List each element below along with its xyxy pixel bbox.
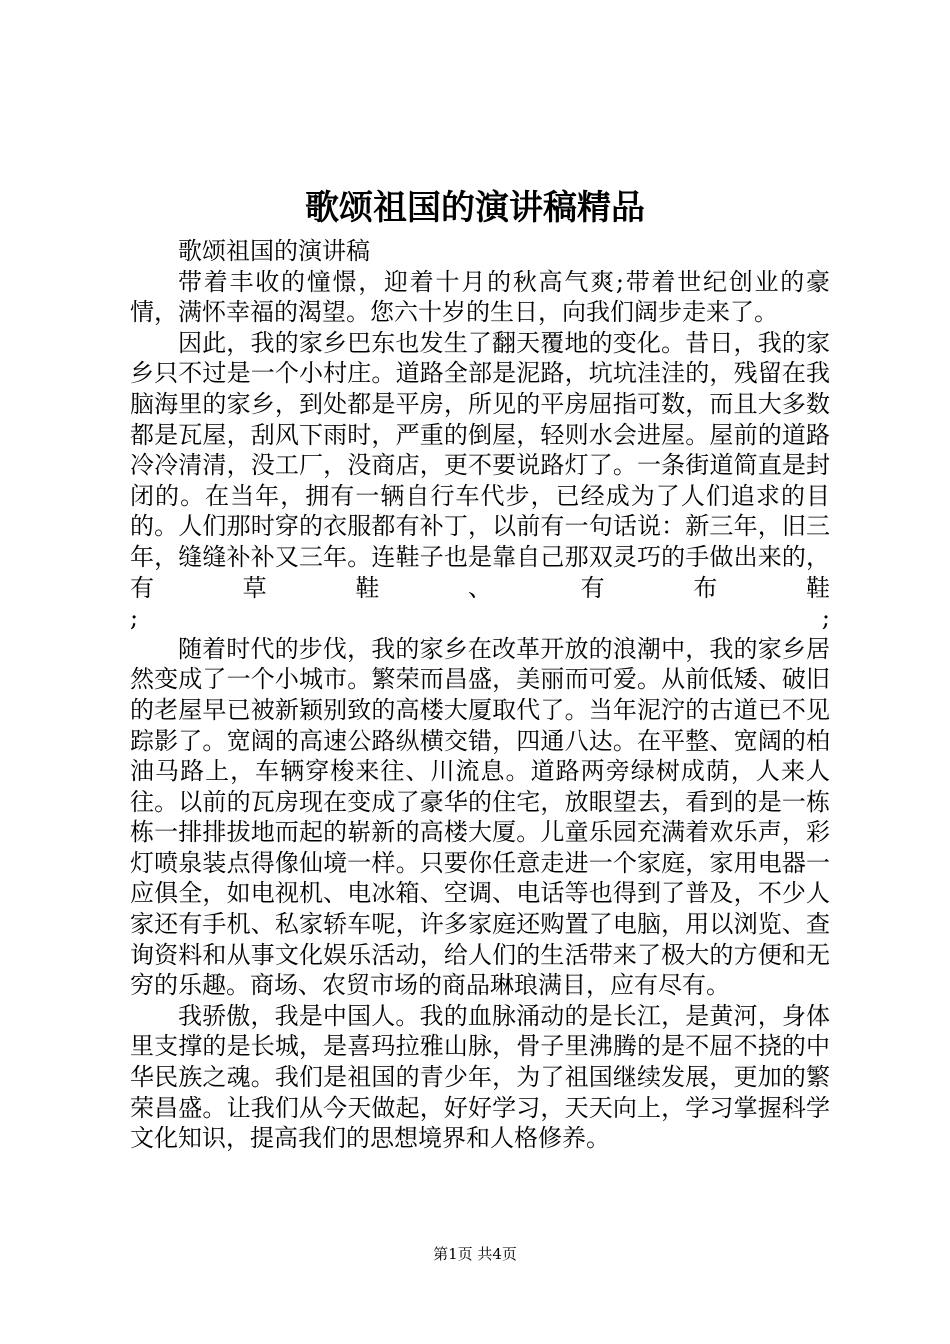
- paragraph-pride: 我骄傲，我是中国人。我的血脉涌动的是长江，是黄河，身体里支撑的是长城，是喜玛拉雅山脉，骨子里沸腾的是不屈不挠的中华民族之魂。我们是祖国的青少年，为了祖国继续发展，更加的繁荣昌盛。让我们从今天做起，好好学习，天天向上，学习掌握科学文化知识，提高我们的思想境界和人格修养。: [130, 1001, 830, 1153]
- paragraph-intro: 带着丰收的憧憬，迎着十月的秋高气爽;带着世纪创业的豪情，满怀幸福的渴望。您六十岁的生日，向我们阔步走来了。: [130, 267, 830, 327]
- paragraph-subtitle: 歌颂祖国的演讲稿: [178, 237, 370, 265]
- document-title: 歌颂祖国的演讲稿精品: [305, 188, 645, 228]
- paragraph-past-hometown: 因此，我的家乡巴东也发生了翻天覆地的变化。昔日，我的家乡只不过是一个小村庄。道路全部是泥路，坑坑洼洼的，残留在我脑海里的家乡，到处都是平房，所见的平房屈指可数，而且大多数都是瓦屋，刮风下雨时，严重的倒屋，轻则水会进屋。屋前的道路冷冷清清，没工厂，没商店，更不要说路灯了。一条街道简直是封闭的。在当年，拥有一辆自行车代步，已经成为了人们追求的目的。人们那时穿的衣服都有补丁，以前有一句话说：新三年，旧三年，缝缝补补又三年。连鞋子也是靠自己那双灵巧的手做出来的，有草鞋、有布鞋: [130, 328, 830, 602]
- paragraph-present-hometown: 随着时代的步伐，我的家乡在改革开放的浪潮中，我的家乡居然变成了一个小城市。繁荣而昌盛，美丽而可爱。从前低矮、破旧的老屋早已被新颖别致的高楼大厦取代了。当年泥泞的古道已不见踪影了。宽阔的高速公路纵横交错，四通八达。在平整、宽阔的柏油马路上，车辆穿梭来往、川流息。道路两旁绿树成荫，人来人往。以前的瓦房现在变成了豪华的住宅，放眼望去，看到的是一栋栋一排排拔地而起的崭新的高楼大厦。儿童乐园充满着欢乐声，彩灯喷泉装点得像仙境一样。只要你任意走进一个家庭，家用电器一应俱全，如电视机、电冰箱、空调、电话等也得到了普及，不少人家还有手机、私家轿车呢，许多家庭还购置了电脑，用以浏览、查询资料和从事文化娱乐活动，给人们的生活带来了极大的方便和无穷的乐趣。商场、农贸市场的商品琳琅满目，应有尽有。: [130, 634, 830, 1000]
- page-footer: 第1页 共4页: [433, 1245, 517, 1263]
- paragraph-separator: ; ;: [130, 604, 830, 633]
- document-body: [130, 236, 830, 1154]
